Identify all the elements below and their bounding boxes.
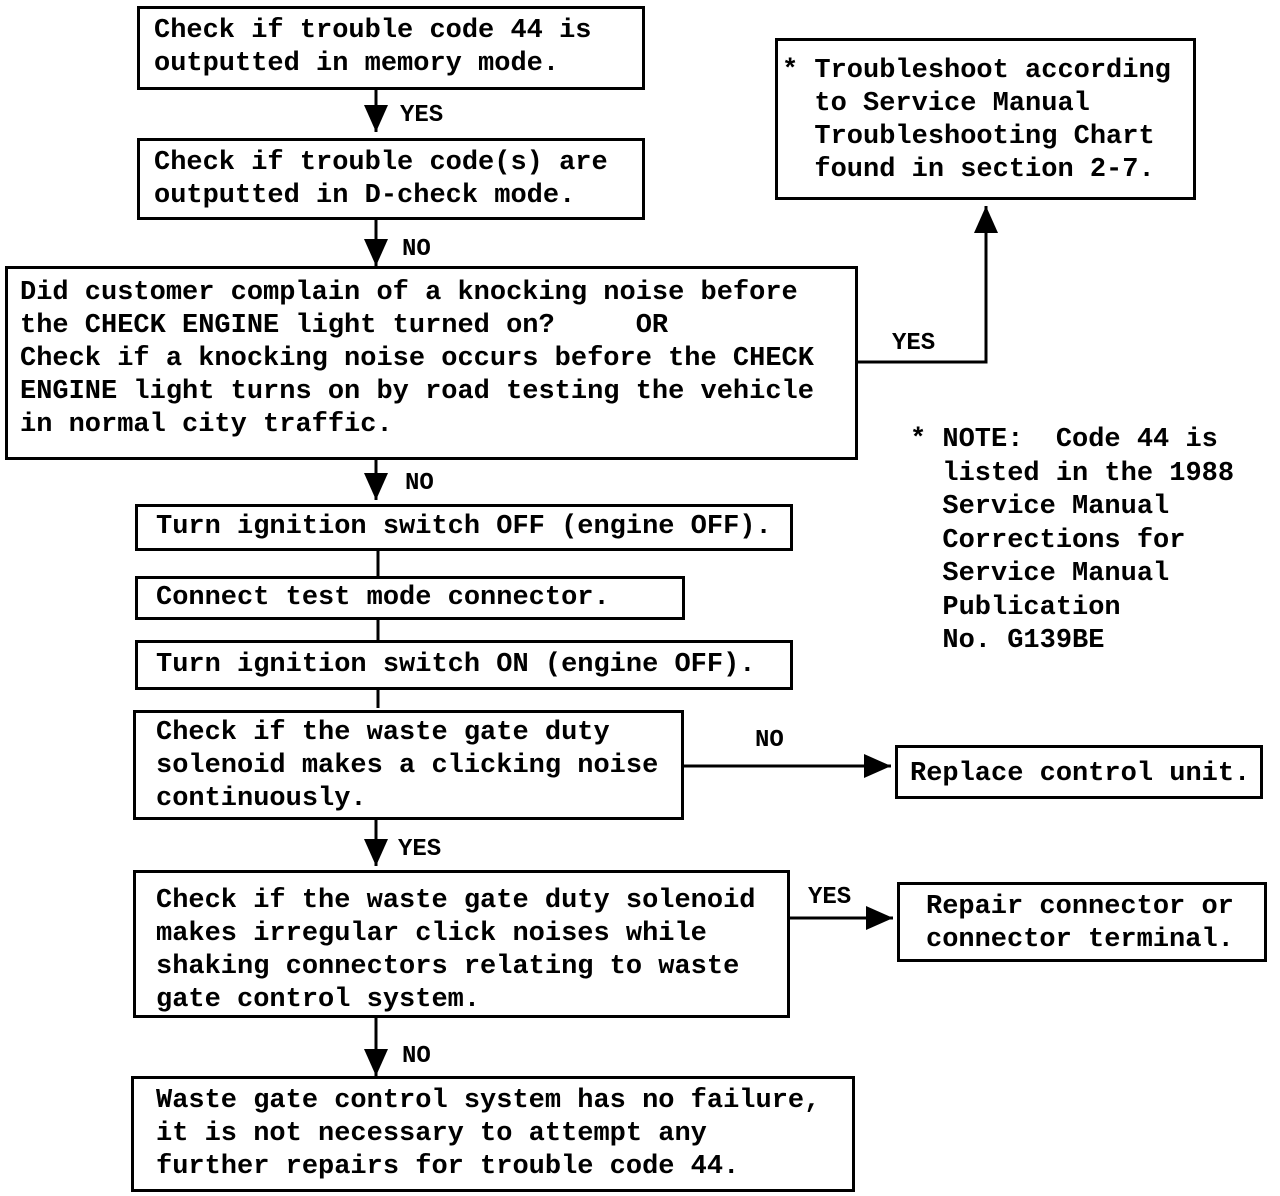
step-text-line: solenoid makes a clicking noise [156,751,659,781]
step-connect-test-mode-connector [135,576,685,620]
note-line: Service Manual [910,492,1170,522]
note-line: listed in the 1988 [910,458,1235,489]
step-check-d-check-mode [137,138,645,220]
step-check-code-44-memory-mode [137,6,645,90]
step-text-line: found in section 2-7. [782,155,1155,185]
note-line: Corrections for [910,525,1186,556]
step-text-line: Turn ignition switch ON (engine OFF). [156,650,756,680]
step-text-line: Check if trouble code(s) are [154,148,608,178]
step-knocking-noise-question [5,266,858,460]
step-text-line: connector terminal. [926,925,1234,955]
step-ignition-on [135,640,793,690]
step-text-line: Turn ignition switch OFF (engine OFF). [156,512,772,542]
step-no-failure-conclusion [131,1076,855,1192]
step-text-line: makes irregular click noises while [156,919,707,949]
step-text-line: in normal city traffic. [20,410,393,440]
step-troubleshoot-service-manual [775,38,1196,200]
note-line: Service Manual [910,559,1170,589]
step-text-line: Check if trouble code 44 is [154,16,592,46]
step-text-line: Repair connector or [926,892,1234,922]
step-check-irregular-click [133,870,790,1018]
step-text-line: the CHECK ENGINE light turned on? OR [20,311,669,341]
edge-label-yes: YES [398,836,442,863]
step-text-line: to Service Manual [782,89,1090,119]
step-text-line: Did customer complain of a knocking noise before [20,278,798,308]
step-ignition-off [135,504,793,551]
step-text-line: Check if the waste gate duty solenoid [156,886,756,916]
step-replace-control-unit [895,745,1263,799]
edge-label-no: NO [402,236,431,263]
step-repair-connector [897,882,1267,962]
edge-label-no: NO [402,1043,431,1070]
step-text-line: shaking connectors relating to waste [156,952,740,982]
step-text-line: Replace control unit. [910,759,1251,789]
step-text-line: it is not necessary to attempt any [156,1119,707,1149]
step-text-line: outputted in memory mode. [154,49,560,79]
edge-label-yes: YES [892,330,936,357]
edge-label-yes: YES [400,102,444,129]
step-check-clicking-noise [133,710,684,820]
step-text-line: continuously. [156,784,367,814]
step-text-line: further repairs for trouble code 44. [156,1152,740,1182]
step-text-line: Check if the waste gate duty [156,718,610,748]
edge-label-no: NO [405,470,434,497]
note-line: * NOTE: Code 44 is [910,425,1218,455]
step-text-line: outputted in D-check mode. [154,181,576,211]
step-text-line: Troubleshooting Chart [782,122,1155,152]
step-text-line: Waste gate control system has no failure, [156,1086,821,1116]
step-text-line: * Troubleshoot according [782,56,1171,86]
step-text-line: Check if a knocking noise occurs before the CHECK [20,344,814,374]
edge-label-yes: YES [808,884,852,911]
step-text-line: ENGINE light turns on by road testing the vehicle [20,377,814,407]
step-text-line: Connect test mode connector. [156,583,610,613]
edge-label-no: NO [755,727,784,754]
side-note [910,424,1234,659]
note-line: Publication [910,592,1121,623]
step-text-line: gate control system. [156,985,481,1015]
note-line: No. G139BE [910,626,1105,656]
